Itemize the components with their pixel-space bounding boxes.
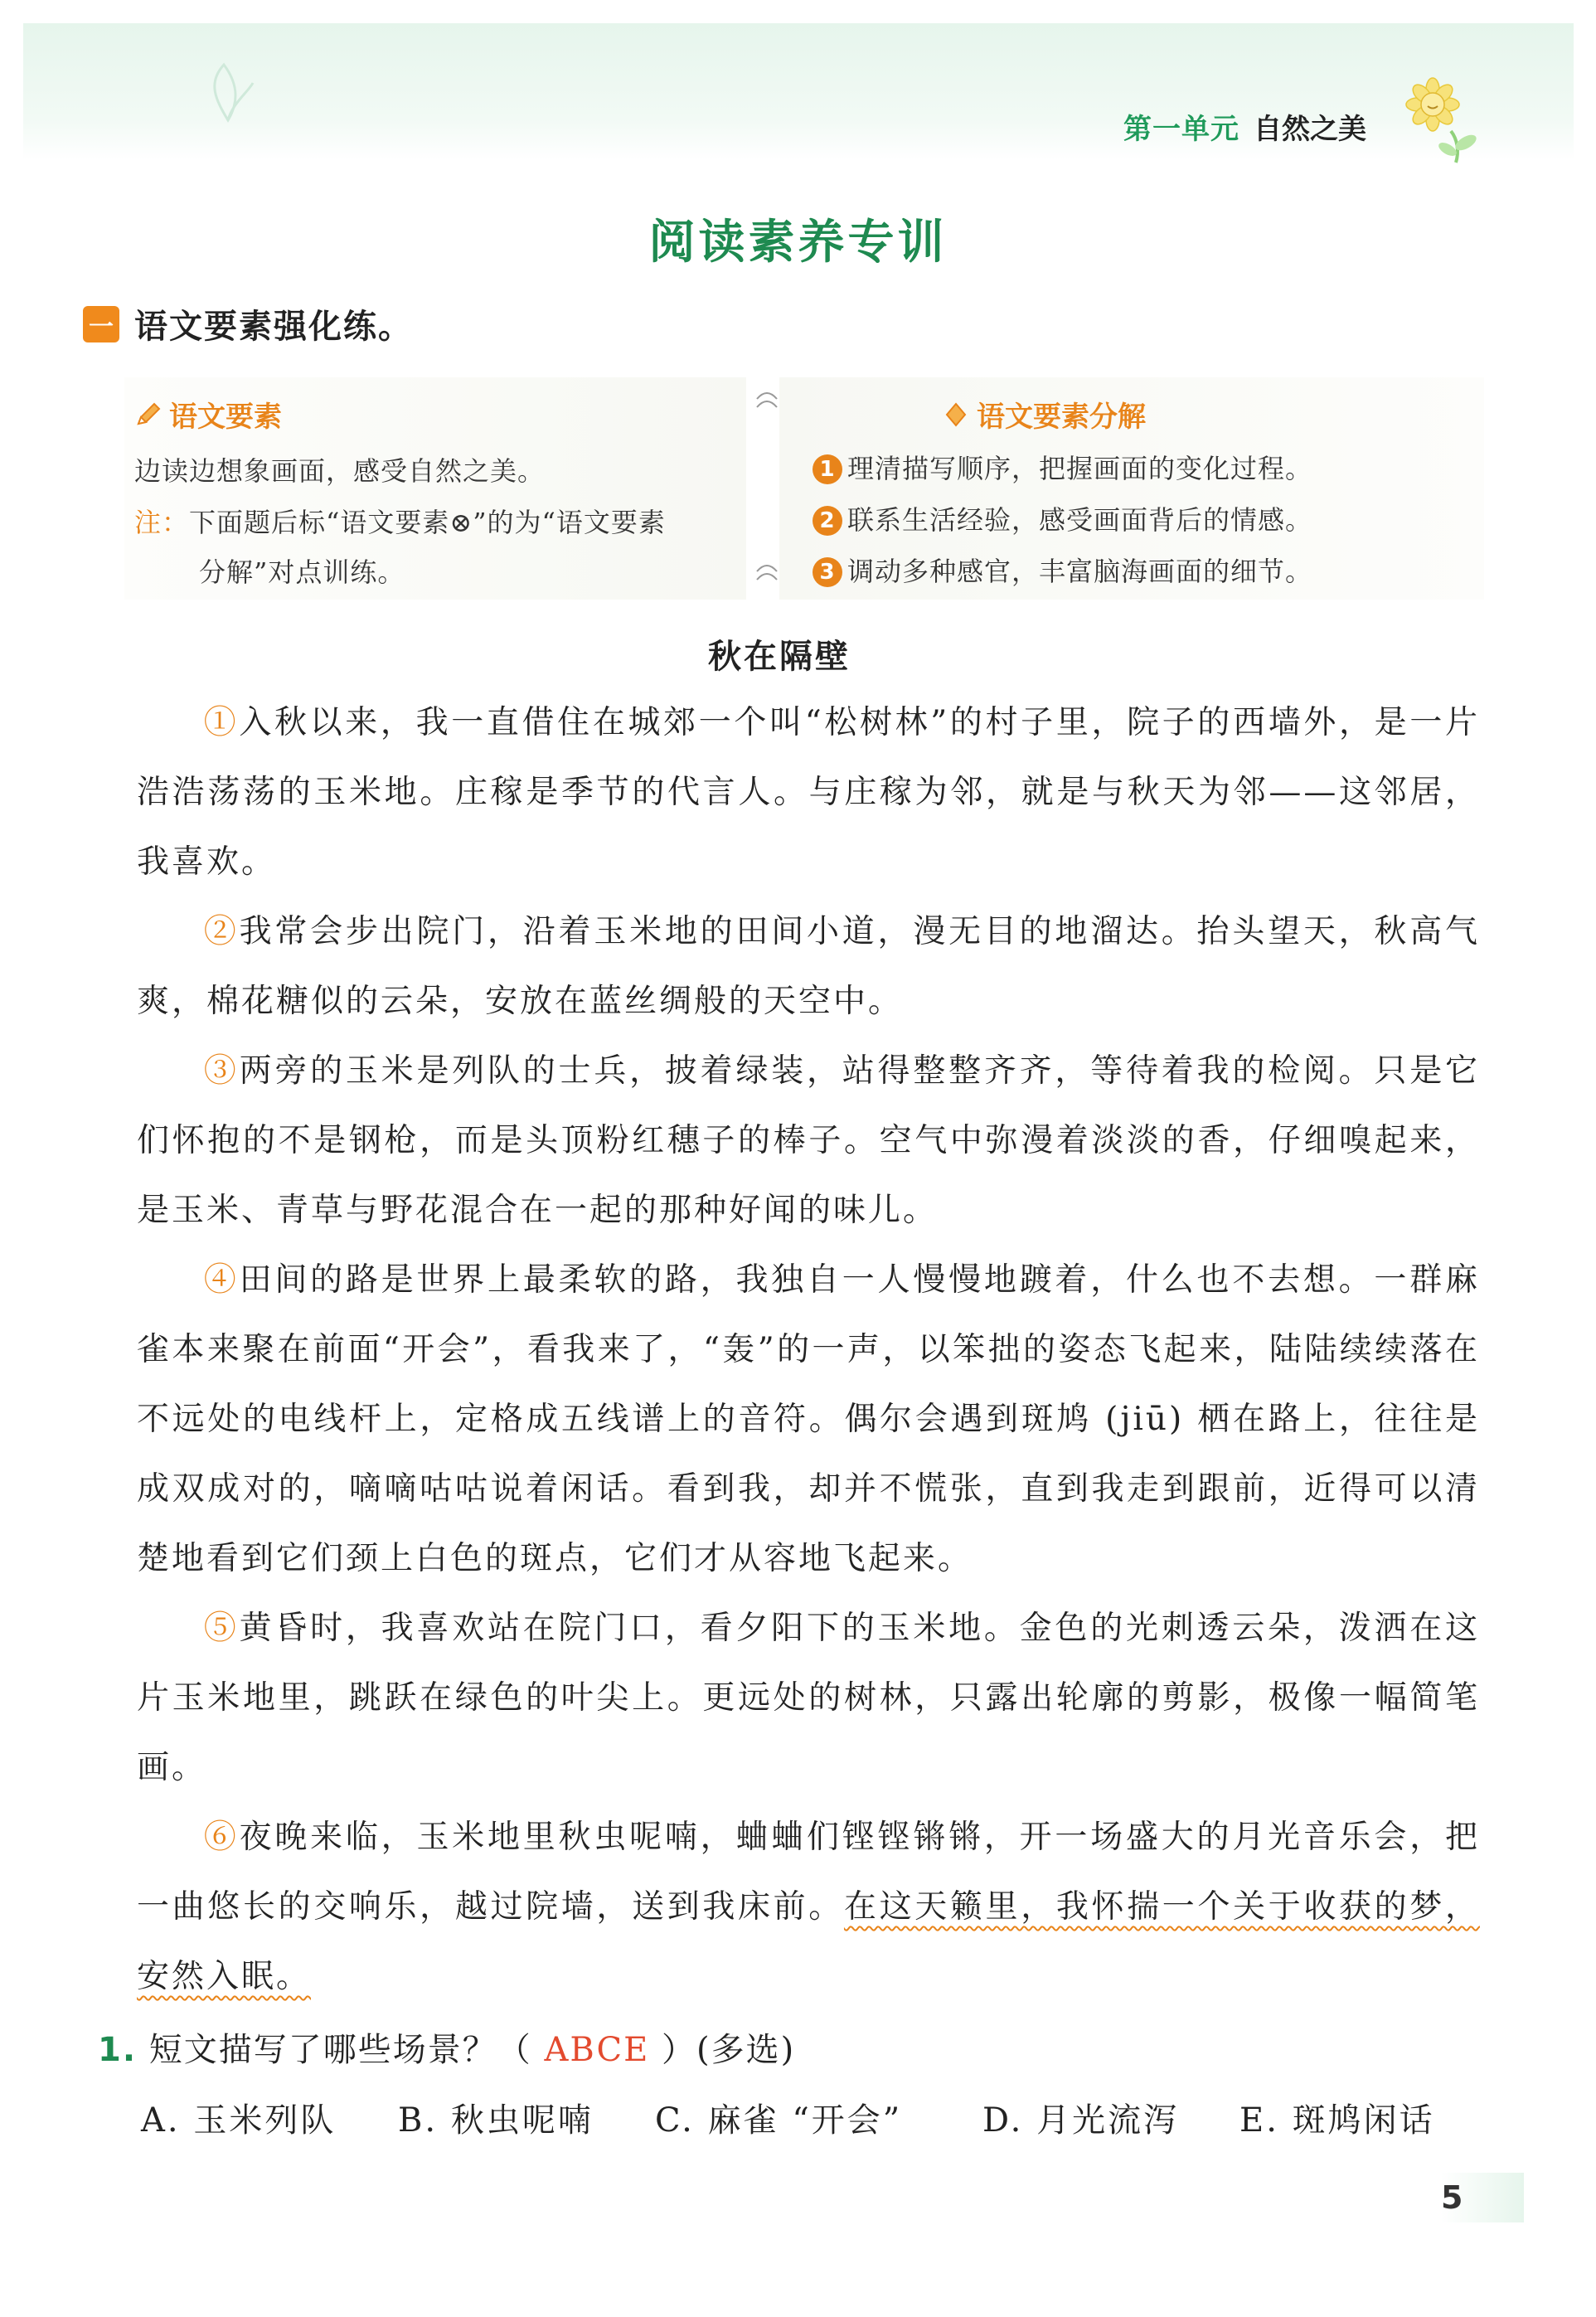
paragraph	[137, 1803, 1480, 2012]
pencil-icon	[134, 401, 163, 429]
question	[98, 2023, 795, 2071]
note-mark: 注：	[134, 507, 190, 538]
element-text: 边读边想象画面，感受自然之美。	[134, 455, 546, 487]
element-heading	[134, 394, 282, 435]
paragraph-text: 田间的路是世界上最柔软的路，我独自一人慢慢地踱着，什么也不去想。一群麻雀本来聚在前面“开会”，看我来了，“轰”的一声，以笨拙的姿态飞起来，陆陆续续落在不远处的电线杆上，定格成五线谱上的音符。偶尔会遇到斑鸠 (jiū) 栖在路上，往往是成双成对的，嘀嘀咕咕说着闲话。看到我，却并不慌张，直到我走到跟前，近得可以清楚地看到它们颈上白色的斑点，它们才从容地飞起来。	[137, 1261, 1480, 1577]
paragraph-text: 我常会步出院门，沿着玉米地的田间小道，漫无目的地溜达。抬头望天，秋高气爽，棉花糖似的云朵，安放在蓝丝绸般的天空中。	[137, 913, 1480, 1020]
page-title: 阅读素养专训	[648, 216, 948, 270]
passage-title: 秋在隔壁	[708, 637, 851, 676]
option-d: D. 月光流泻	[982, 2101, 1180, 2140]
paragraph-number: ⑤	[203, 1610, 240, 1647]
breakdown-item	[813, 448, 1312, 486]
diamond-icon	[942, 401, 970, 429]
element-note-line2: 分解”对点训练。	[199, 556, 405, 588]
breakdown-text: 调动多种感官，丰富脑海画面的细节。	[847, 556, 1313, 587]
option-c: C. 麻雀 “开会”	[655, 2101, 903, 2140]
question-suffix: ）(多选)	[662, 2031, 796, 2069]
binder-rings	[754, 387, 779, 595]
paragraph	[137, 688, 1480, 897]
unit-label: 第一单元	[1123, 113, 1239, 146]
paragraph-text: 夜晚来临，玉米地里秋虫呢喃，蛐蛐们铿铿锵锵，开一场盛大的月光音乐会，把一曲悠长的交响乐，越过院墙，送到我床前。	[137, 1819, 1480, 1926]
page-number: 5	[1441, 2173, 1524, 2222]
paragraph-number: ③	[203, 1052, 240, 1090]
question-text: 短文描写了哪些场景？（	[148, 2031, 532, 2069]
breakdown-item	[813, 499, 1312, 537]
section-heading	[83, 300, 413, 347]
paragraph-number: ②	[203, 913, 240, 950]
paragraph	[137, 1037, 1480, 1246]
underlined-sentence: 在这天籁里，我怀揣一个关于收获的梦，安然入眠。	[137, 1888, 1480, 1995]
breakdown-item	[813, 551, 1312, 589]
breakdown-num: 2	[813, 506, 842, 536]
paragraph-text: 黄昏时，我喜欢站在院门口，看夕阳下的玉米地。金色的光刺透云朵，泼洒在这片玉米地里，跳跃在绿色的叶尖上。更远处的树林，只露出轮廓的剪影，极像一幅简笔画。	[137, 1610, 1480, 1786]
answer-text: ABCE	[544, 2031, 650, 2069]
leaf-icon	[199, 58, 257, 124]
option-b: B. 秋虫呢喃	[398, 2101, 594, 2140]
paragraph	[137, 1594, 1480, 1803]
element-heading-text: 语文要素	[169, 401, 282, 434]
note-text-1: 下面题后标“语文要素⊗”的为“语文要素	[189, 507, 666, 538]
option-a: A. 玉米列队	[141, 2101, 337, 2140]
breakdown-num: 1	[813, 454, 842, 484]
breakdown-heading	[942, 394, 1146, 435]
breakdown-num: 3	[813, 557, 842, 587]
paragraph-number: ⑥	[203, 1819, 240, 1856]
paragraph-text: 两旁的玉米是列队的士兵，披着绿装，站得整整齐齐，等待着我的检阅。只是它们怀抱的不是钢枪，而是头顶粉红穗子的棒子。空气中弥漫着淡淡的香，仔细嗅起来，是玉米、青草与野花混合在一起的那种好闻的味儿。	[137, 1052, 1480, 1229]
paragraph-number: ①	[203, 704, 240, 741]
section-badge: 一	[83, 306, 119, 342]
breakdown-text: 联系生活经验，感受画面背后的情感。	[847, 504, 1313, 536]
paragraph	[137, 1246, 1480, 1594]
paragraph	[137, 897, 1480, 1037]
paragraph-number: ④	[203, 1261, 240, 1299]
unit-name: 自然之美	[1254, 113, 1366, 146]
element-note-line1	[134, 502, 666, 540]
question-number: 1.	[98, 2031, 138, 2069]
sunflower-icon	[1401, 73, 1484, 164]
breakdown-text: 理清描写顺序，把握画面的变化过程。	[847, 453, 1313, 484]
paragraph-text: 入秋以来，我一直借住在城郊一个叫“松树林”的村子里，院子的西墙外，是一片浩浩荡荡的玉米地。庄稼是季节的代言人。与庄稼为邻，就是与秋天为邻——这邻居，我喜欢。	[137, 704, 1480, 881]
section-title: 语文要素强化练。	[134, 308, 413, 346]
option-e: E. 斑鸠闲话	[1239, 2101, 1435, 2140]
breakdown-heading-text: 语文要素分解	[977, 401, 1146, 434]
element-panel	[124, 377, 746, 600]
